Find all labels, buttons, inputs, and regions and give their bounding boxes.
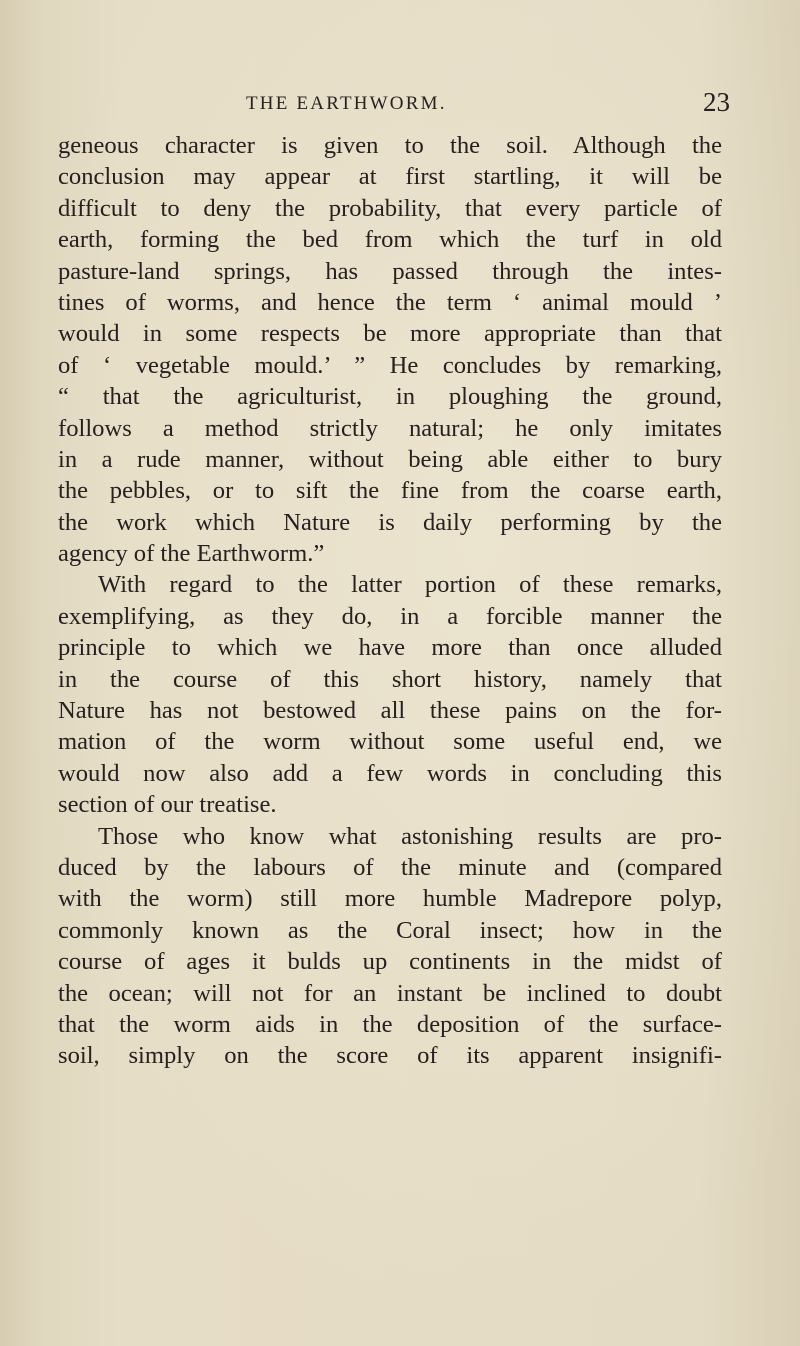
text-line: the work which Nature is daily performing by the xyxy=(58,508,722,536)
text-line: that the worm aids in the deposition of the surface- xyxy=(58,1010,722,1038)
page-number: 23 xyxy=(703,87,730,117)
text-line: “ that the agriculturist, in ploughing the ground, xyxy=(58,383,722,411)
text-line: follows a method strictly natural; he only imitates xyxy=(58,414,722,442)
body-text xyxy=(58,130,722,1072)
text-line: would now also add a few words in concluding this xyxy=(58,759,722,787)
text-line: course of ages it bulds up continents in the midst of xyxy=(58,948,722,976)
text-line: duced by the labours of the minute and (compared xyxy=(58,853,722,881)
text-line: geneous character is given to the soil. Although the xyxy=(58,132,722,159)
running-title: THE EARTHWORM. xyxy=(246,93,447,114)
text-line: the pebbles, or to sift the fine from the coarse earth, xyxy=(58,477,722,505)
text-line: exemplifying, as they do, in a forcible manner the xyxy=(58,602,722,630)
text-line: principle to which we have more than once alluded xyxy=(58,634,722,662)
text-line: with the worm) still more humble Madrepore polyp, xyxy=(58,885,722,913)
text-line: section of our treatise. xyxy=(58,791,277,819)
paragraph-first-line: With regard to the latter portion of these remarks, xyxy=(98,571,722,599)
text-line: conclusion may appear at first startling, it will be xyxy=(58,163,722,191)
text-line: in the course of this short history, namely that xyxy=(58,665,722,693)
text-line: Nature has not bestowed all these pains on the for- xyxy=(58,697,722,725)
text-line: would in some respects be more appropriate than that xyxy=(58,320,722,348)
text-line: agency of the Earthworm.” xyxy=(58,540,325,568)
text-line: difficult to deny the probability, that every particle of xyxy=(58,194,722,222)
text-line: in a rude manner, without being able either to bury xyxy=(58,445,722,473)
text-line: soil, simply on the score of its apparent insignifi- xyxy=(58,1042,722,1070)
text-line: of ‘ vegetable mould.’ ” He concludes by remarking, xyxy=(58,351,722,379)
text-line: tines of worms, and hence the term ‘ animal mould ’ xyxy=(58,288,722,316)
text-line: commonly known as the Coral insect; how in the xyxy=(58,916,722,944)
text-line: earth, forming the bed from which the turf in old xyxy=(58,226,722,254)
running-head xyxy=(0,87,800,123)
text-line: the ocean; will not for an instant be inclined to doubt xyxy=(58,979,722,1007)
text-line: pasture-land springs, has passed through the intes- xyxy=(58,257,722,285)
paragraph-first-line: Those who know what astonishing results are pro- xyxy=(98,822,722,850)
text-line: mation of the worm without some useful end, we xyxy=(58,728,722,756)
